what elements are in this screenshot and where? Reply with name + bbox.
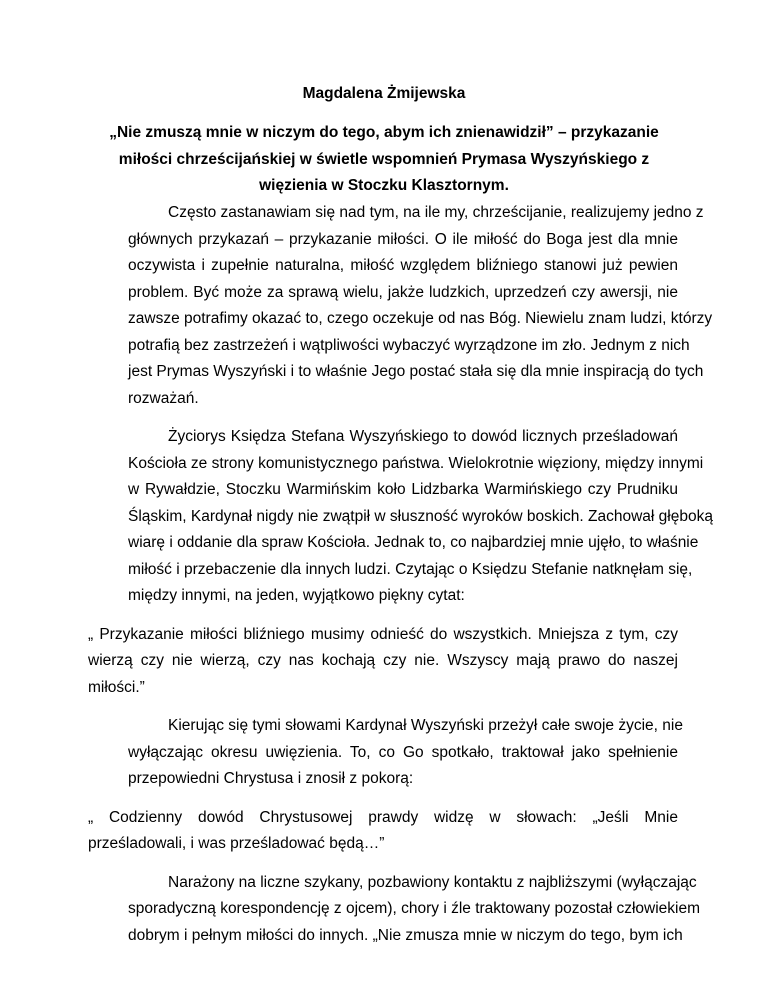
document-title (100, 120, 668, 200)
text-line: Narażony na liczne szykany, pozbawiony kontaktu z najbliższymi (wyłączając (168, 873, 697, 891)
text-line: dobrym i pełnym miłości do innych. „Nie zmusza mnie w niczym do tego, bym ich (128, 926, 683, 944)
title-line: „Nie zmuszą mnie w niczym do tego, abym ich znienawidził” – przykazanie (109, 124, 659, 141)
text-line: prześladowali, i was prześladować będą…” (88, 835, 385, 852)
text-line: zawsze potrafimy okazać to, czego oczekuje od nas Bóg. Niewielu znam ludzi, którzy (128, 310, 713, 327)
paragraph-imprisonment (88, 713, 683, 793)
author-name: Magdalena Żmijewska (302, 85, 466, 102)
text-line: przepowiedni Chrystusa i znosił z pokorą: (128, 770, 414, 787)
text-line: Często zastanawiam się nad tym, na ile my, chrześcijanie, realizujemy jedno z (168, 204, 704, 221)
paragraph-biography (88, 424, 713, 610)
text-line: między innymi, na jeden, wyjątkowo piękny cytat: (128, 587, 465, 604)
title-line: więzienia w Stoczku Klasztornym. (259, 177, 509, 194)
text-line: wiarę i oddanie dla spraw Kościoła. Jednak to, co najbardziej mnie ujęło, to właśnie (128, 534, 699, 551)
text-line: wierzą czy nie wierzą, czy nas kochają czy nie. Wszyscy mają prawo do naszej (88, 652, 678, 669)
text-line: Śląskim, Kardynał nigdy nie zwątpił w słuszność wyroków boskich. Zachował głęboką (128, 507, 713, 525)
text-line: sporadyczną korespondencję z ojcem), chory i źle traktowany pozostał człowiekiem (128, 900, 701, 917)
text-line: oczywista i zupełnie naturalna, miłość względem bliźniego stanowi już pewien (128, 257, 678, 274)
document-body (88, 200, 713, 961)
text-line: problem. Być może za sprawą wielu, jakże ludzkich, uprzedzeń czy awersji, nie (128, 283, 678, 301)
title-line: miłości chrześcijańskiej w świetle wspomnień Prymasa Wyszyńskiego z (118, 150, 650, 168)
text-line: potrafią bez zastrzeżeń i wątpliwości wybaczyć wyrządzone im zło. Jednym z nich (128, 336, 690, 354)
text-line: miłość i przebaczenie dla innych ludzi. Czytając o Księdzu Stefanie natknęłam się, (128, 560, 693, 578)
text-line: jest Prymas Wyszyński i to właśnie Jego postać stała się dla mnie inspiracją do tych (128, 363, 704, 380)
text-line: miłości.” (88, 678, 145, 696)
text-line: rozważań. (128, 389, 199, 407)
quote-love-neighbor (88, 622, 678, 702)
text-line: Kierując się tymi słowami Kardynał Wyszyński przeżył całe swoje życie, nie (168, 717, 683, 734)
quote-christ-truth (88, 805, 678, 858)
text-line: „ Codzienny dowód Chrystusowej prawdy widzę w słowach: „Jeśli Mnie (88, 808, 678, 826)
text-line: „ Przykazanie miłości bliźniego musimy odnieść do wszystkich. Mniejsza z tym, czy (88, 625, 678, 643)
text-line: w Rywałdzie, Stoczku Warmińskim koło Lidzbarka Warmińskiego czy Prudniku (128, 481, 678, 498)
text-line: Kościoła ze strony komunistycznego państwa. Wielokrotnie więziony, między innymi (128, 454, 704, 472)
text-line: Życiorys Księdza Stefana Wyszyńskiego to dowód licznych prześladowań (168, 428, 678, 445)
text-line: głównych przykazań – przykazanie miłości. O ile miłość do Boga jest dla mnie (128, 230, 678, 248)
text-line: wyłączając okresu uwięzienia. To, co Go spotkało, traktował jako spełnienie (128, 743, 678, 761)
paragraph-persecution (88, 870, 701, 950)
paragraph-intro (88, 200, 713, 412)
